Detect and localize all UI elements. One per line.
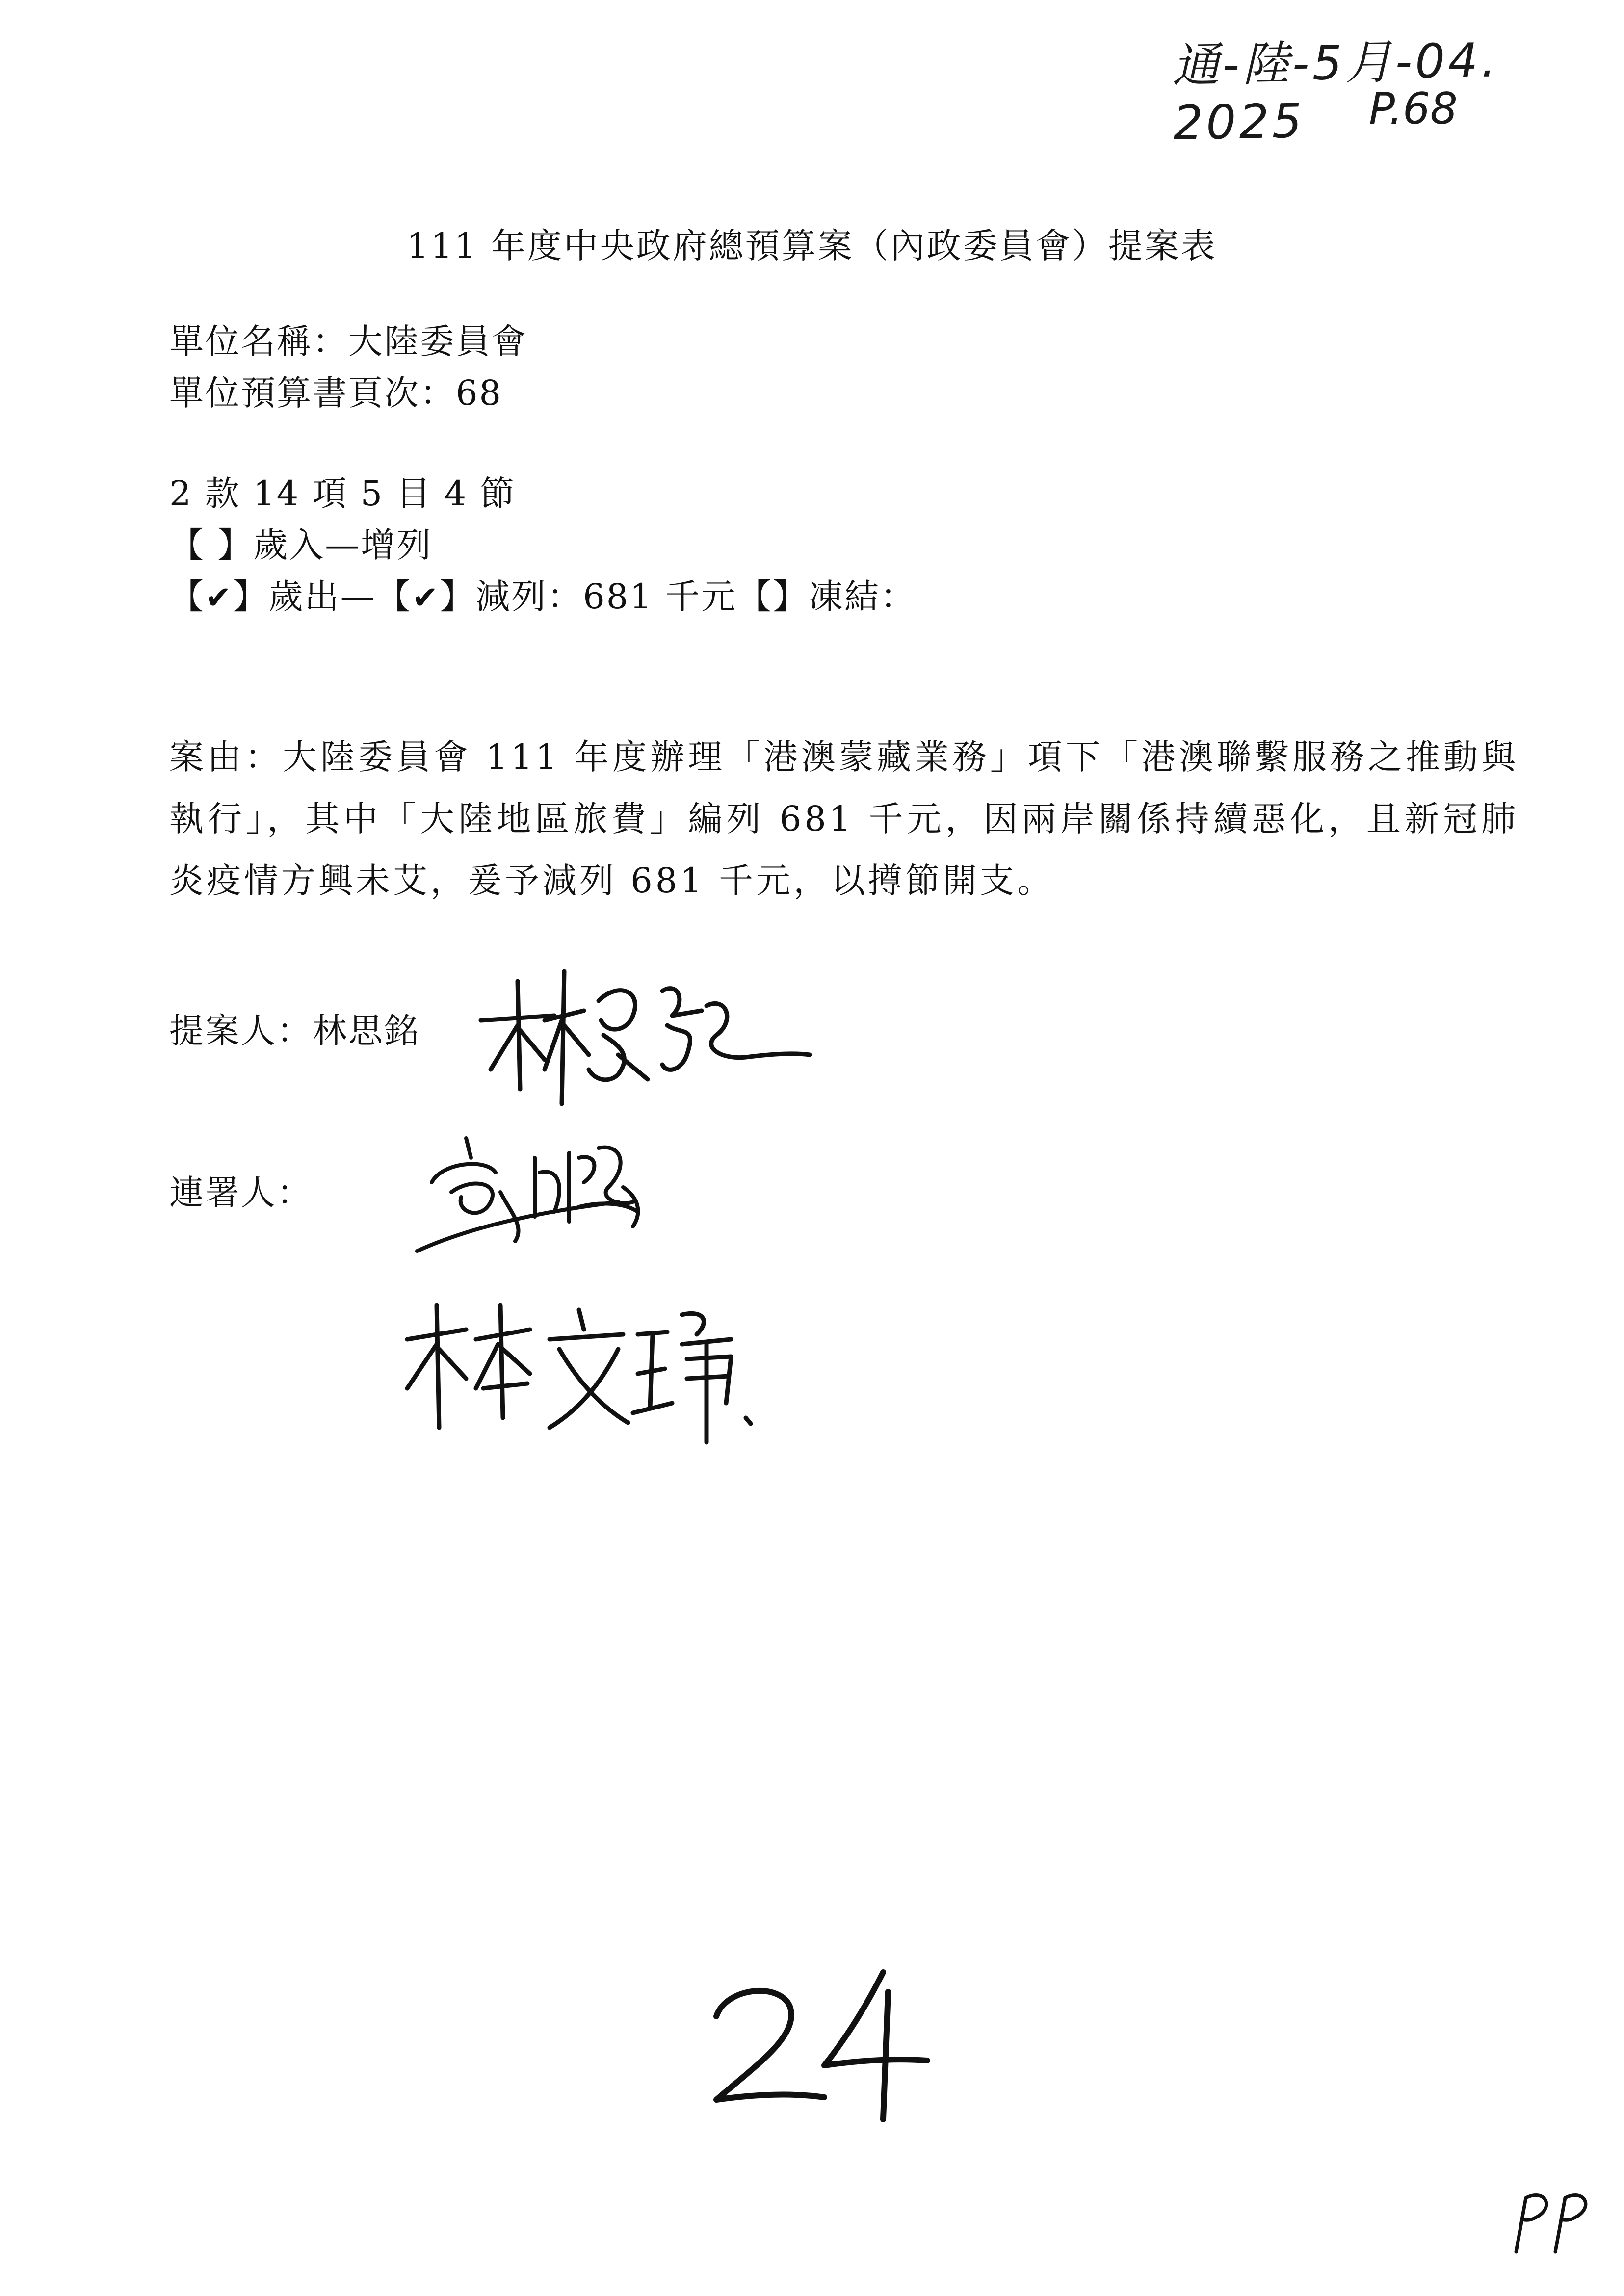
income-increase-line: 【 】歲入—增列 [169,525,433,565]
unit-budget-page: 單位預算書頁次：68 [169,373,503,413]
expense-reduction-line [169,569,916,619]
handwritten-page-reference: P.68 [1369,83,1458,134]
checkmark-icon: ✔ [412,580,440,616]
bracket-open: 【 [169,576,205,617]
handwritten-page-number [697,1962,932,2126]
handwritten-corner-mark [1511,2178,1599,2259]
proposer-label: 提案人：林思銘 [169,1011,420,1051]
handwritten-received-stamp: 通-陸-5月-04. 2025 [1172,32,1499,151]
cosigner-signature-2 [393,1295,775,1462]
expense-text: 】歲出—【 [233,576,412,617]
cosigner-signature-1 [412,1128,687,1266]
document-title: 111 年度中央政府總預算案（內政委員會）提案表 [407,226,1217,266]
proposer-signature [471,962,814,1123]
cosigner-label: 連署人： [169,1173,313,1213]
proposal-reason: 案由：大陸委員會 111 年度辦理「港澳蒙藏業務」項下「港澳聯繫服務之推動與執行」，其中「大陸地區旅費」編列 681 千元，因兩岸關係持續惡化，且新冠肺炎疫情方興未艾，爰予減列 681 千元，以撙節開支。 [169,737,1519,901]
unit-name: 單位名稱：大陸委員會 [169,321,527,362]
budget-section: 2 款 14 項 5 目 4 節 [169,473,516,514]
checkmark-icon: ✔ [205,580,233,616]
reduction-text: 】減列：681 千元【】凍結： [440,576,917,617]
